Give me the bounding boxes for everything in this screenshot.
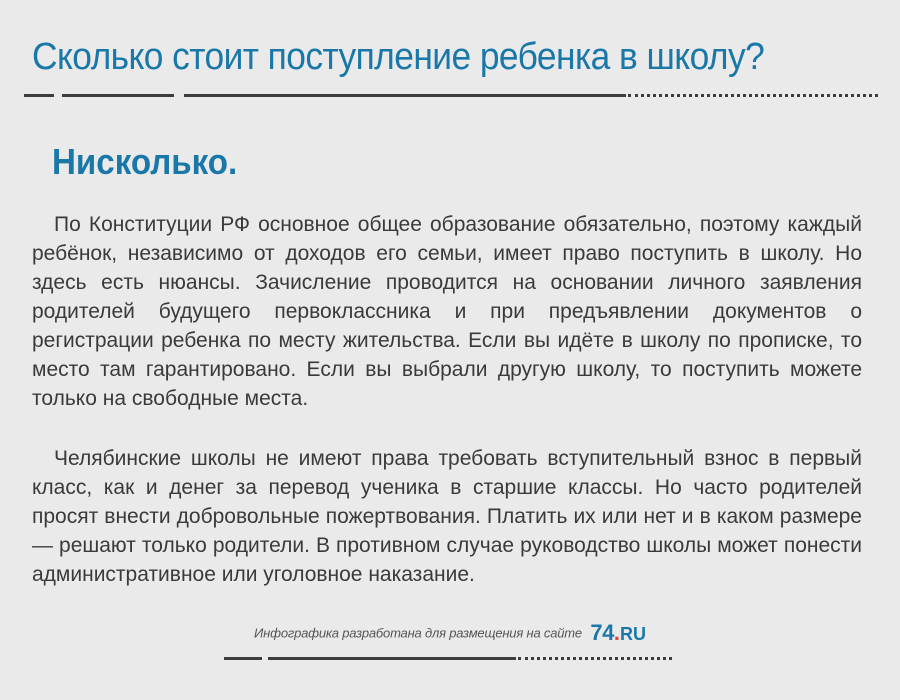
logo-dot: . bbox=[613, 620, 620, 645]
paragraph-constitution: По Конституции РФ основное общее образование обязательно, поэтому каждый ребёнок, независимо от доходов его семьи, имеет право поступить в школу. Но здесь есть нюансы. Зачисление проводится на основании личного заявления родителей будущего первоклассника и при предъявлении документов о регистрации ребенка по месту жительства. Если вы идёте в школу по прописке, то место там гарантировано. Если вы выбрали другую школу, то поступить можете только на свободные места. bbox=[32, 213, 862, 410]
divider-segment bbox=[24, 94, 54, 97]
logo-number: 74 bbox=[590, 620, 614, 645]
logo-domain: RU bbox=[619, 624, 646, 644]
page-title: Сколько стоит поступление ребенка в школу? bbox=[32, 36, 765, 78]
divider-segment bbox=[268, 657, 516, 660]
divider-dots bbox=[628, 94, 878, 97]
paragraph-chelyabinsk-schools: Челябинские школы не имеют права требовать вступительный взнос в первый класс, как и денег за перевод ученика в старшие классы. Но часто родителей просят внести добровольные пожертвования. Платить их или нет и в каком размере — решают только родители. В противном случае руководство школы может понести административное или уголовное наказание. bbox=[32, 447, 862, 586]
footer-credit: Инфографика разработана для размещения на сайте bbox=[254, 625, 582, 641]
answer-heading: Нисколько. bbox=[52, 141, 238, 182]
divider-segment bbox=[184, 94, 626, 97]
footer bbox=[0, 620, 900, 646]
divider-segment bbox=[224, 657, 262, 660]
site-logo[interactable] bbox=[590, 620, 646, 645]
divider-segment bbox=[62, 94, 174, 97]
divider-dots bbox=[518, 657, 672, 660]
